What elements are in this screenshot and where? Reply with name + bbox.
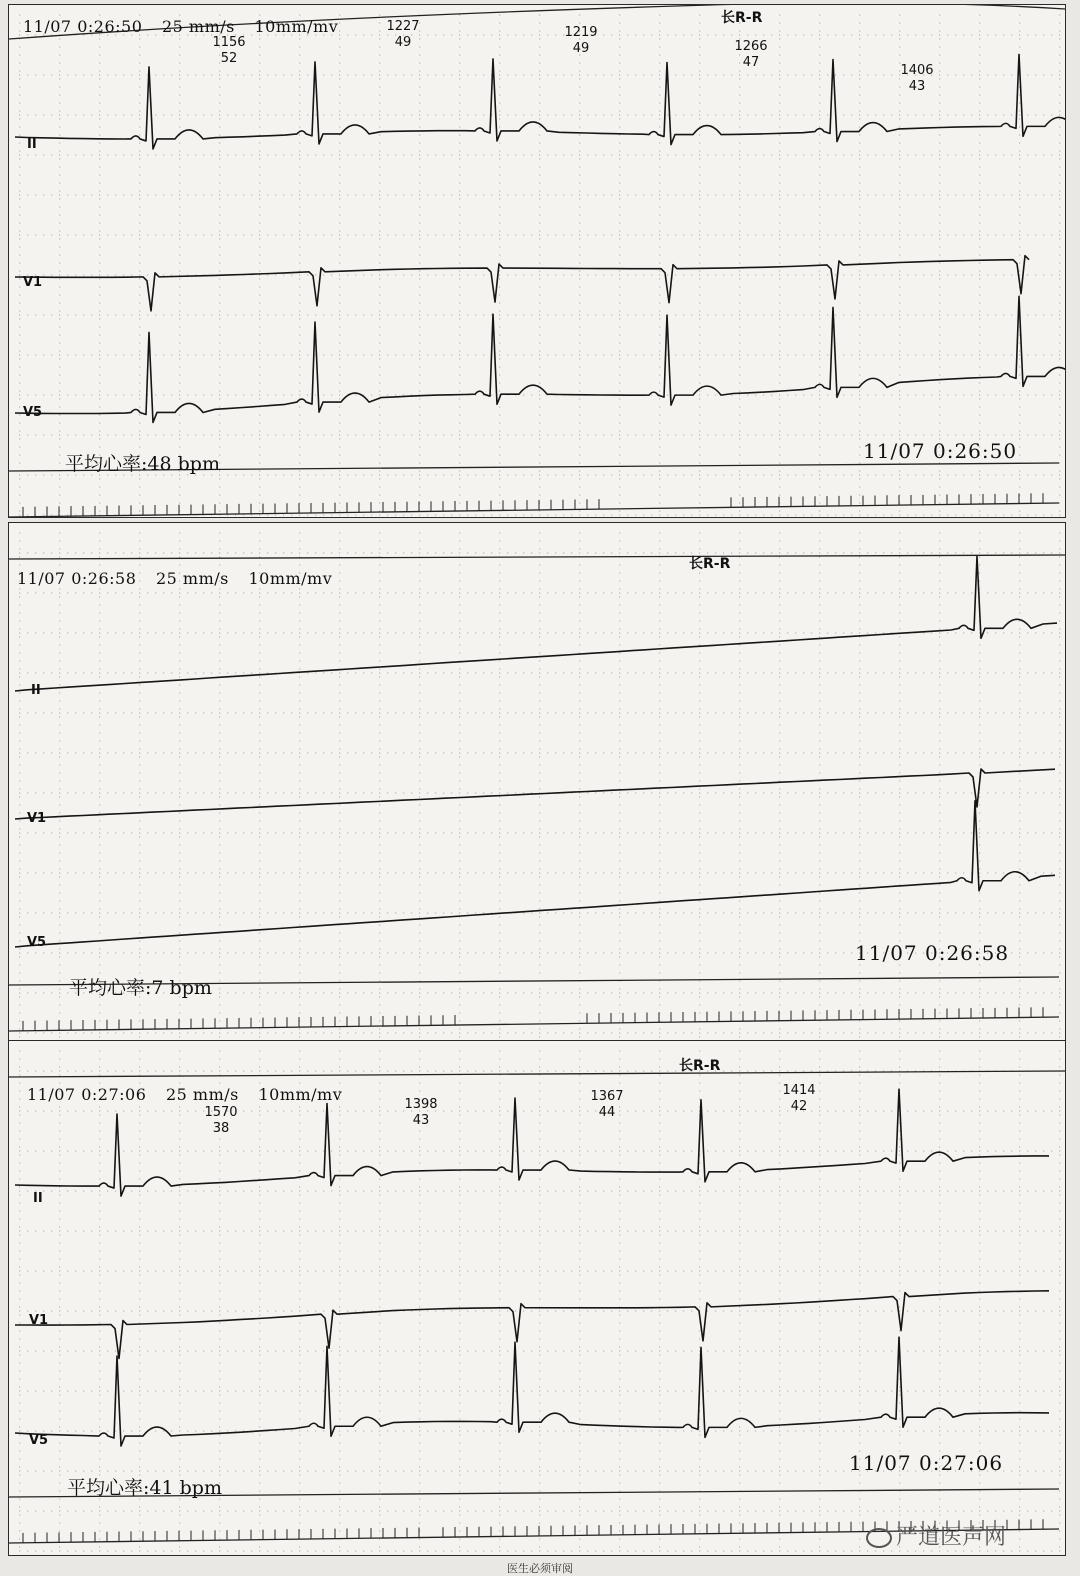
rr-ms: 1227 bbox=[386, 19, 420, 34]
lead-v1-trace bbox=[15, 769, 1055, 819]
long-rr-label: 长R-R bbox=[689, 556, 731, 572]
footer-note: 医生必须审阅 bbox=[507, 1562, 573, 1575]
ecg-panel-1 bbox=[8, 4, 1066, 518]
rr-bpm: 52 bbox=[220, 51, 238, 66]
lead-label-ii: II bbox=[31, 683, 41, 698]
rr-ms: 1156 bbox=[212, 35, 246, 50]
chat-bubble-icon bbox=[866, 1528, 892, 1548]
rr-bpm: 38 bbox=[212, 1121, 230, 1136]
rr-annotation bbox=[887, 63, 947, 95]
rr-annotation bbox=[191, 1105, 251, 1137]
watermark bbox=[866, 1520, 1006, 1551]
lead-label-v5: V5 bbox=[29, 1433, 49, 1448]
rr-ms: 1398 bbox=[404, 1097, 438, 1112]
rr-annotation bbox=[373, 19, 433, 51]
panel-header bbox=[27, 1085, 356, 1104]
record-time: 11/07 0:26:50 bbox=[23, 17, 143, 36]
lead-v1-trace bbox=[15, 1291, 1049, 1359]
lead-label-v1: V1 bbox=[27, 811, 47, 826]
lead-v1-trace bbox=[15, 256, 1029, 311]
record-time: 11/07 0:26:58 bbox=[17, 569, 137, 588]
rr-ms: 1367 bbox=[590, 1089, 624, 1104]
lead-label-ii: II bbox=[27, 137, 37, 152]
watermark-text: 严道医声网 bbox=[896, 1525, 1007, 1550]
average-heart-rate: 平均心率:7 bpm bbox=[69, 977, 212, 999]
gain: 10mm/mv bbox=[248, 569, 333, 588]
rr-ms: 1406 bbox=[900, 63, 934, 78]
lead-label-v5: V5 bbox=[27, 935, 47, 950]
paper-speed: 25 mm/s bbox=[161, 17, 235, 36]
rr-annotation bbox=[769, 1083, 829, 1115]
timestamp: 11/07 0:26:58 bbox=[855, 941, 1010, 965]
rr-bpm: 49 bbox=[572, 41, 590, 56]
lead-label-ii: II bbox=[33, 1191, 43, 1206]
average-heart-rate: 平均心率:41 bpm bbox=[67, 1477, 222, 1499]
rr-ms: 1570 bbox=[204, 1105, 238, 1120]
timestamp: 11/07 0:27:06 bbox=[849, 1451, 1004, 1475]
rr-annotation bbox=[577, 1089, 637, 1121]
ecg-panel-3 bbox=[8, 1040, 1066, 1556]
panel-header bbox=[23, 17, 352, 36]
rr-annotation bbox=[721, 39, 781, 71]
record-time: 11/07 0:27:06 bbox=[27, 1085, 147, 1104]
paper-speed: 25 mm/s bbox=[155, 569, 229, 588]
average-heart-rate: 平均心率:48 bpm bbox=[65, 453, 220, 475]
lead-label-v1: V1 bbox=[29, 1313, 49, 1328]
gain: 10mm/mv bbox=[258, 1085, 343, 1104]
gain: 10mm/mv bbox=[254, 17, 339, 36]
rr-ms: 1219 bbox=[564, 25, 598, 40]
rr-annotation bbox=[199, 35, 259, 67]
lead-v5-trace bbox=[15, 1337, 1049, 1446]
long-rr-label: 长R-R bbox=[679, 1058, 721, 1074]
ecg-panel-2 bbox=[8, 522, 1066, 1042]
rr-bpm: 42 bbox=[790, 1099, 808, 1114]
rr-ms: 1266 bbox=[734, 39, 768, 54]
rr-annotation bbox=[551, 25, 611, 57]
rr-annotation bbox=[391, 1097, 451, 1129]
rr-bpm: 43 bbox=[908, 79, 926, 94]
header-border bbox=[9, 1071, 1065, 1077]
lead-label-v1: V1 bbox=[23, 275, 43, 290]
paper-speed: 25 mm/s bbox=[165, 1085, 239, 1104]
lead-label-v5: V5 bbox=[23, 405, 43, 420]
rr-bpm: 47 bbox=[742, 55, 760, 70]
rr-ms: 1414 bbox=[782, 1083, 816, 1098]
rr-bpm: 44 bbox=[598, 1105, 616, 1120]
header-border bbox=[9, 555, 1065, 559]
rr-bpm: 49 bbox=[394, 35, 412, 50]
timestamp: 11/07 0:26:50 bbox=[863, 439, 1018, 463]
lead-ii-trace bbox=[15, 1089, 1049, 1196]
panel-header bbox=[17, 569, 346, 588]
rr-bpm: 43 bbox=[412, 1113, 430, 1128]
long-rr-label: 长R-R bbox=[721, 10, 763, 26]
